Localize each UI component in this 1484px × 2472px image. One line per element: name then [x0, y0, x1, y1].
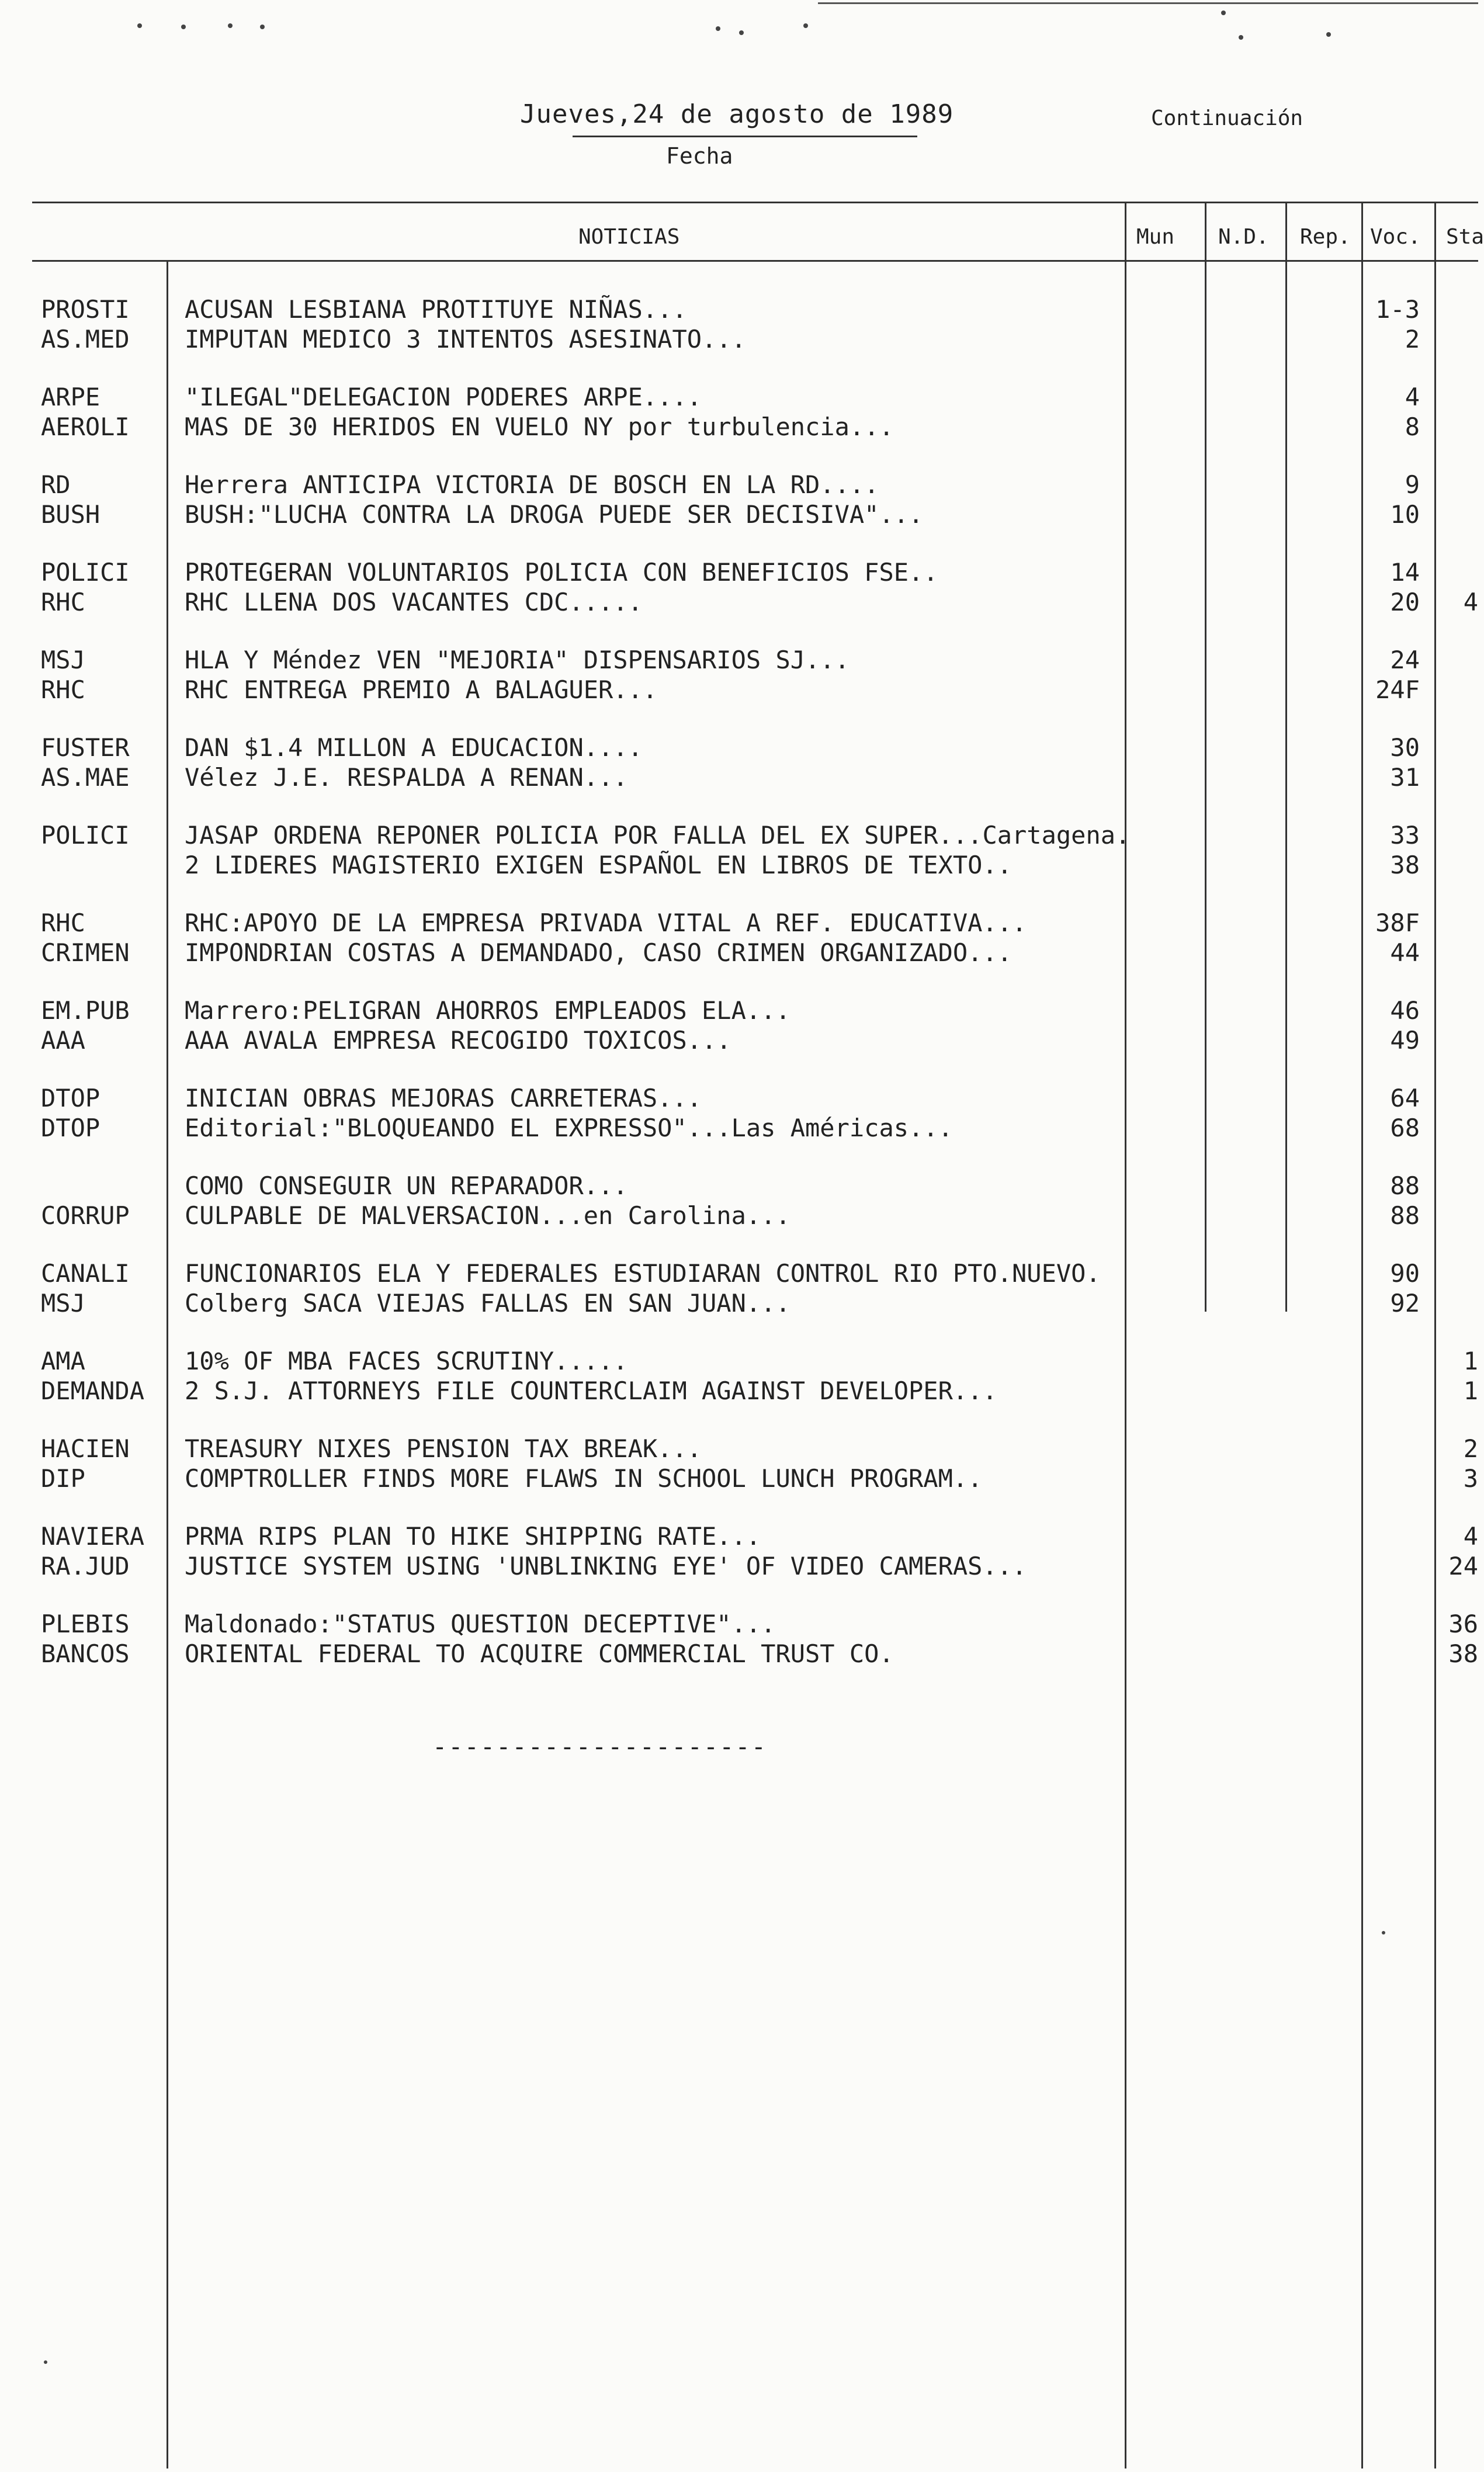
rep-column-divider — [1361, 202, 1363, 2468]
row-section-code: MSJ — [41, 1289, 85, 1318]
voc-column-divider — [1434, 202, 1436, 2468]
row-voc-page: 10 — [1390, 500, 1420, 529]
row-section-code: POLICI — [41, 821, 130, 850]
row-voc-page: 92 — [1390, 1289, 1420, 1318]
row-voc-page: 30 — [1390, 733, 1420, 762]
row-headline: Editorial:"BLOQUEANDO EL EXPRESSO"...Las Américas... — [185, 1114, 953, 1142]
row-section-code: RHC — [41, 588, 85, 616]
scan-speck — [1221, 11, 1226, 15]
row-sta-page: 36 — [1448, 1610, 1478, 1638]
row-voc-page: 44 — [1390, 938, 1420, 967]
row-voc-page: 8 — [1405, 412, 1420, 441]
row-section-code: CORRUP — [41, 1201, 130, 1230]
row-section-code: PLEBIS — [41, 1610, 130, 1638]
row-section-code: AEROLI — [41, 412, 130, 441]
column-header-sta: Sta — [1446, 225, 1484, 249]
row-voc-page: 64 — [1390, 1084, 1420, 1112]
row-sta-page: 2 — [1463, 1434, 1478, 1463]
row-section-code: EM.PUB — [41, 996, 130, 1025]
row-section-code: AS.MAE — [41, 763, 130, 792]
end-separator: --------------------- — [432, 1732, 768, 1761]
row-section-code: NAVIERA — [41, 1522, 145, 1551]
row-section-code: RA.JUD — [41, 1552, 130, 1580]
row-voc-page: 31 — [1390, 763, 1420, 792]
row-voc-page: 14 — [1390, 558, 1420, 587]
scan-speck — [137, 23, 142, 28]
row-headline: JASAP ORDENA REPONER POLICIA POR FALLA DEL EX SUPER...Cartagena. — [185, 821, 1131, 850]
mun-column-divider — [1205, 202, 1206, 1312]
row-headline: FUNCIONARIOS ELA Y FEDERALES ESTUDIARAN CONTROL RIO PTO.NUEVO. — [185, 1259, 1101, 1288]
row-voc-page: 24 — [1390, 646, 1420, 674]
row-headline: AAA AVALA EMPRESA RECOGIDO TOXICOS... — [185, 1026, 731, 1055]
row-voc-page: 49 — [1390, 1026, 1420, 1055]
row-section-code: BUSH — [41, 500, 100, 529]
row-section-code: CANALI — [41, 1259, 130, 1288]
news-column-divider — [1125, 202, 1126, 2468]
row-voc-page: 9 — [1405, 470, 1420, 499]
row-sta-page: 4 — [1463, 588, 1478, 616]
row-headline: COMO CONSEGUIR UN REPARADOR... — [185, 1171, 628, 1200]
report-date: Jueves,24 de agosto de 1989 — [520, 99, 954, 129]
row-headline: "ILEGAL"DELEGACION PODERES ARPE.... — [185, 383, 702, 411]
row-voc-page: 1-3 — [1375, 295, 1420, 324]
row-headline: ACUSAN LESBIANA PROTITUYE NIÑAS... — [185, 295, 687, 324]
row-section-code: AAA — [41, 1026, 85, 1055]
date-underline — [573, 136, 917, 137]
row-voc-page: 90 — [1390, 1259, 1420, 1288]
row-section-code: CRIMEN — [41, 938, 130, 967]
row-section-code: RHC — [41, 675, 85, 704]
row-section-code: FUSTER — [41, 733, 130, 762]
row-sta-page: 24 — [1448, 1552, 1478, 1580]
date-label: Fecha — [666, 143, 733, 169]
table-top-rule — [32, 202, 1478, 203]
row-sta-page: 4 — [1463, 1522, 1478, 1551]
column-header-rep: Rep. — [1300, 225, 1351, 249]
column-header-voc: Voc. — [1370, 225, 1421, 249]
row-sta-page: 38 — [1448, 1639, 1478, 1668]
row-section-code: MSJ — [41, 646, 85, 674]
code-column-divider — [167, 260, 168, 2468]
row-section-code: POLICI — [41, 558, 130, 587]
row-section-code: AMA — [41, 1347, 85, 1375]
row-headline: MAS DE 30 HERIDOS EN VUELO NY por turbulencia... — [185, 412, 894, 441]
scan-speck — [1382, 1931, 1385, 1934]
row-voc-page: 24F — [1375, 675, 1420, 704]
row-headline: HLA Y Méndez VEN "MEJORIA" DISPENSARIOS SJ... — [185, 646, 850, 674]
row-voc-page: 38 — [1390, 851, 1420, 879]
row-voc-page: 46 — [1390, 996, 1420, 1025]
scan-speck — [1239, 35, 1243, 40]
scan-speck — [260, 25, 265, 29]
scan-speck — [716, 26, 720, 31]
scan-speck — [739, 30, 744, 35]
row-headline: IMPUTAN MEDICO 3 INTENTOS ASESINATO... — [185, 325, 746, 353]
scan-top-edge — [818, 2, 1478, 4]
row-section-code: HACIEN — [41, 1434, 130, 1463]
row-voc-page: 33 — [1390, 821, 1420, 850]
row-voc-page: 4 — [1405, 383, 1420, 411]
row-headline: CULPABLE DE MALVERSACION...en Carolina... — [185, 1201, 790, 1230]
row-voc-page: 20 — [1390, 588, 1420, 616]
row-headline: Colberg SACA VIEJAS FALLAS EN SAN JUAN... — [185, 1289, 790, 1318]
scan-speck — [44, 2360, 47, 2364]
scan-speck — [1326, 32, 1331, 37]
table-header-rule — [32, 260, 1478, 262]
column-header-nd: N.D. — [1218, 225, 1269, 249]
row-section-code: RHC — [41, 909, 85, 937]
row-headline: Maldonado:"STATUS QUESTION DECEPTIVE"... — [185, 1610, 776, 1638]
row-voc-page: 88 — [1390, 1171, 1420, 1200]
row-headline: Herrera ANTICIPA VICTORIA DE BOSCH EN LA RD.... — [185, 470, 879, 499]
row-headline: DAN $1.4 MILLON A EDUCACION.... — [185, 733, 643, 762]
row-section-code: PROSTI — [41, 295, 130, 324]
row-section-code: DEMANDA — [41, 1377, 145, 1405]
column-header-mun: Mun — [1136, 225, 1175, 249]
scan-speck — [181, 25, 186, 29]
row-headline: PRMA RIPS PLAN TO HIKE SHIPPING RATE... — [185, 1522, 761, 1551]
row-section-code: AS.MED — [41, 325, 130, 353]
row-headline: RHC:APOYO DE LA EMPRESA PRIVADA VITAL A REF. EDUCATIVA... — [185, 909, 1027, 937]
row-sta-page: 3 — [1463, 1464, 1478, 1493]
row-sta-page: 1 — [1463, 1377, 1478, 1405]
row-section-code: ARPE — [41, 383, 100, 411]
row-section-code: DTOP — [41, 1114, 100, 1142]
continuation-label: Continuación — [1151, 106, 1303, 130]
row-voc-page: 2 — [1405, 325, 1420, 353]
row-headline: Marrero:PELIGRAN AHORROS EMPLEADOS ELA... — [185, 996, 790, 1025]
row-headline: 2 S.J. ATTORNEYS FILE COUNTERCLAIM AGAINST DEVELOPER... — [185, 1377, 997, 1405]
row-headline: Vélez J.E. RESPALDA A RENAN... — [185, 763, 628, 792]
row-sta-page: 1 — [1463, 1347, 1478, 1375]
row-headline: TREASURY NIXES PENSION TAX BREAK... — [185, 1434, 702, 1463]
row-headline: COMPTROLLER FINDS MORE FLAWS IN SCHOOL LUNCH PROGRAM.. — [185, 1464, 983, 1493]
row-voc-page: 68 — [1390, 1114, 1420, 1142]
row-headline: PROTEGERAN VOLUNTARIOS POLICIA CON BENEFICIOS FSE.. — [185, 558, 938, 587]
row-headline: 10% OF MBA FACES SCRUTINY..... — [185, 1347, 628, 1375]
row-voc-page: 88 — [1390, 1201, 1420, 1230]
nd-column-divider — [1285, 202, 1287, 1312]
row-section-code: DTOP — [41, 1084, 100, 1112]
row-headline: RHC LLENA DOS VACANTES CDC..... — [185, 588, 643, 616]
row-section-code: DIP — [41, 1464, 85, 1493]
row-headline: RHC ENTREGA PREMIO A BALAGUER... — [185, 675, 658, 704]
column-header-news: NOTICIAS — [578, 225, 680, 249]
row-section-code: RD — [41, 470, 71, 499]
scan-speck — [228, 23, 233, 28]
row-section-code: BANCOS — [41, 1639, 130, 1668]
row-headline: 2 LIDERES MAGISTERIO EXIGEN ESPAÑOL EN LIBROS DE TEXTO.. — [185, 851, 1013, 879]
row-headline: INICIAN OBRAS MEJORAS CARRETERAS... — [185, 1084, 702, 1112]
row-voc-page: 38F — [1375, 909, 1420, 937]
row-headline: IMPONDRIAN COSTAS A DEMANDADO, CASO CRIMEN ORGANIZADO... — [185, 938, 1013, 967]
row-headline: BUSH:"LUCHA CONTRA LA DROGA PUEDE SER DECISIVA"... — [185, 500, 924, 529]
row-headline: ORIENTAL FEDERAL TO ACQUIRE COMMERCIAL TRUST CO. — [185, 1639, 894, 1668]
row-headline: JUSTICE SYSTEM USING 'UNBLINKING EYE' OF VIDEO CAMERAS... — [185, 1552, 1027, 1580]
scan-speck — [803, 23, 808, 28]
